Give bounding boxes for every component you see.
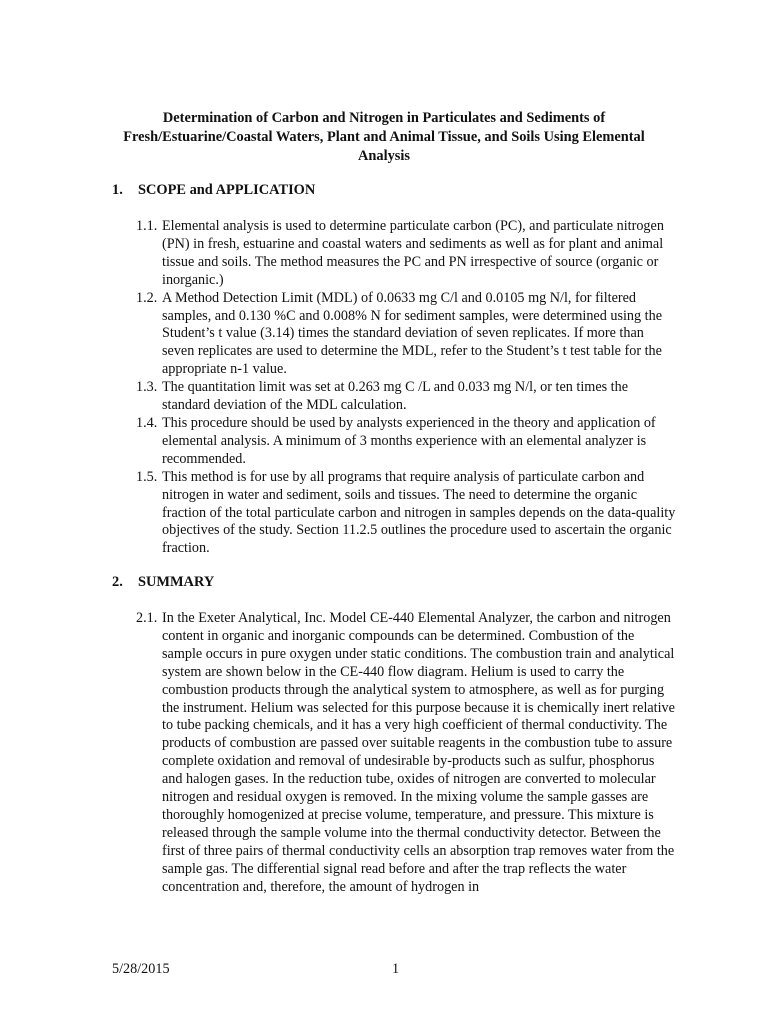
item-text: This method is for use by all programs that require analysis of particulate carbon and nitrogen in water and sediment, soils and tissues. The need to determine the organic fraction of the total particulate carbon and nitrogen in samples depends on the data-quality objectives of the study. Section 11.2.5 outlines the procedure used to ascertain the organic fraction.: [162, 468, 676, 557]
section-number: 2.: [112, 574, 123, 590]
item-text: In the Exeter Analytical, Inc. Model CE-440 Elemental Analyzer, the carbon and nitrogen content in organic and inorganic compounds can be determined. Combustion of the sample occurs in pure oxygen under static conditions. The combustion train and analytical system are shown below in the CE-440 flow diagram. Helium is used to carry the combustion products through the analytical system to atmosphere, as well as for purging the instrument. Helium was selected for this purpose because it is chemically inert relative to tube packing chemicals, and it has a very high coefficient of thermal conductivity. The products of combustion are passed over suitable reagents in the combustion tube to assure complete oxidation and removal of undesirable by-products such as sulfur, phosphorus and halogen gases. In the reduction tube, oxides of nitrogen are converted to molecular nitrogen and residual oxygen is removed. In the mixing volume the sample gasses are thoroughly homogenized at precise volume, temperature, and pressure. This mixture is released through the sample volume into the thermal conductivity detector. Between the first of three pairs of thermal conductivity cells an absorption trap removes water from the sample gas. The differential signal read before and after the trap reflects the water concentration and, therefore, the amount of hydrogen in: [162, 610, 675, 895]
summary-list: [136, 610, 676, 897]
list-item: [136, 290, 676, 380]
section-heading-scope: [112, 182, 315, 199]
scope-list: [136, 218, 676, 558]
list-item: [136, 379, 676, 415]
item-number: 1.5.: [136, 468, 158, 485]
item-text: This procedure should be used by analysts experienced in the theory and application of elemental analysis. A minimum of 3 months experience with an elemental analyzer is recommended.: [162, 414, 656, 467]
item-number: 1.3.: [136, 379, 158, 396]
list-item: [136, 415, 676, 469]
document-title: [100, 109, 668, 166]
item-number: 1.2.: [136, 289, 158, 306]
item-text: Elemental analysis is used to determine particulate carbon (PC), and particulate nitrogen (PN) in fresh, estuarine and coastal waters and sediments as well as for plant and animal tissue and soils. The method measures the PC and PN irrespective of source (organic or inorganic.): [162, 218, 664, 288]
section-heading-summary: [112, 574, 214, 591]
title-line-1: Determination of Carbon and Nitrogen in Particulates and Sediments of: [162, 110, 606, 126]
section-title: SCOPE and APPLICATION: [138, 182, 316, 198]
page-number: 1: [392, 961, 400, 977]
title-line-3: Analysis: [358, 148, 410, 164]
section-title: SUMMARY: [138, 574, 215, 590]
item-number: 2.1.: [136, 610, 158, 626]
title-line-2: Fresh/Estuarine/Coastal Waters, Plant and Animal Tissue, and Soils Using Elemental: [123, 129, 645, 145]
section-number: 1.: [112, 182, 123, 198]
list-item: [136, 218, 676, 290]
item-number: 1.1.: [136, 218, 158, 234]
list-item: [136, 469, 676, 559]
item-number: 1.4.: [136, 414, 158, 431]
item-text: A Method Detection Limit (MDL) of 0.0633 mg C/l and 0.0105 mg N/l, for filtered samples, and 0.130 %C and 0.008% N for sediment samples, were determined using the Student’s t value (3.14) times the standard deviation of seven replicates. If more than seven replicates are used to determine the MDL, refer to the Student’s t test table for the appropriate n-1 value.: [162, 289, 662, 378]
item-text: The quantitation limit was set at 0.263 mg C /L and 0.033 mg N/l, or ten times the standard deviation of the MDL calculation.: [162, 379, 629, 414]
list-item: [136, 610, 676, 897]
footer-date: 5/28/2015: [112, 961, 170, 977]
